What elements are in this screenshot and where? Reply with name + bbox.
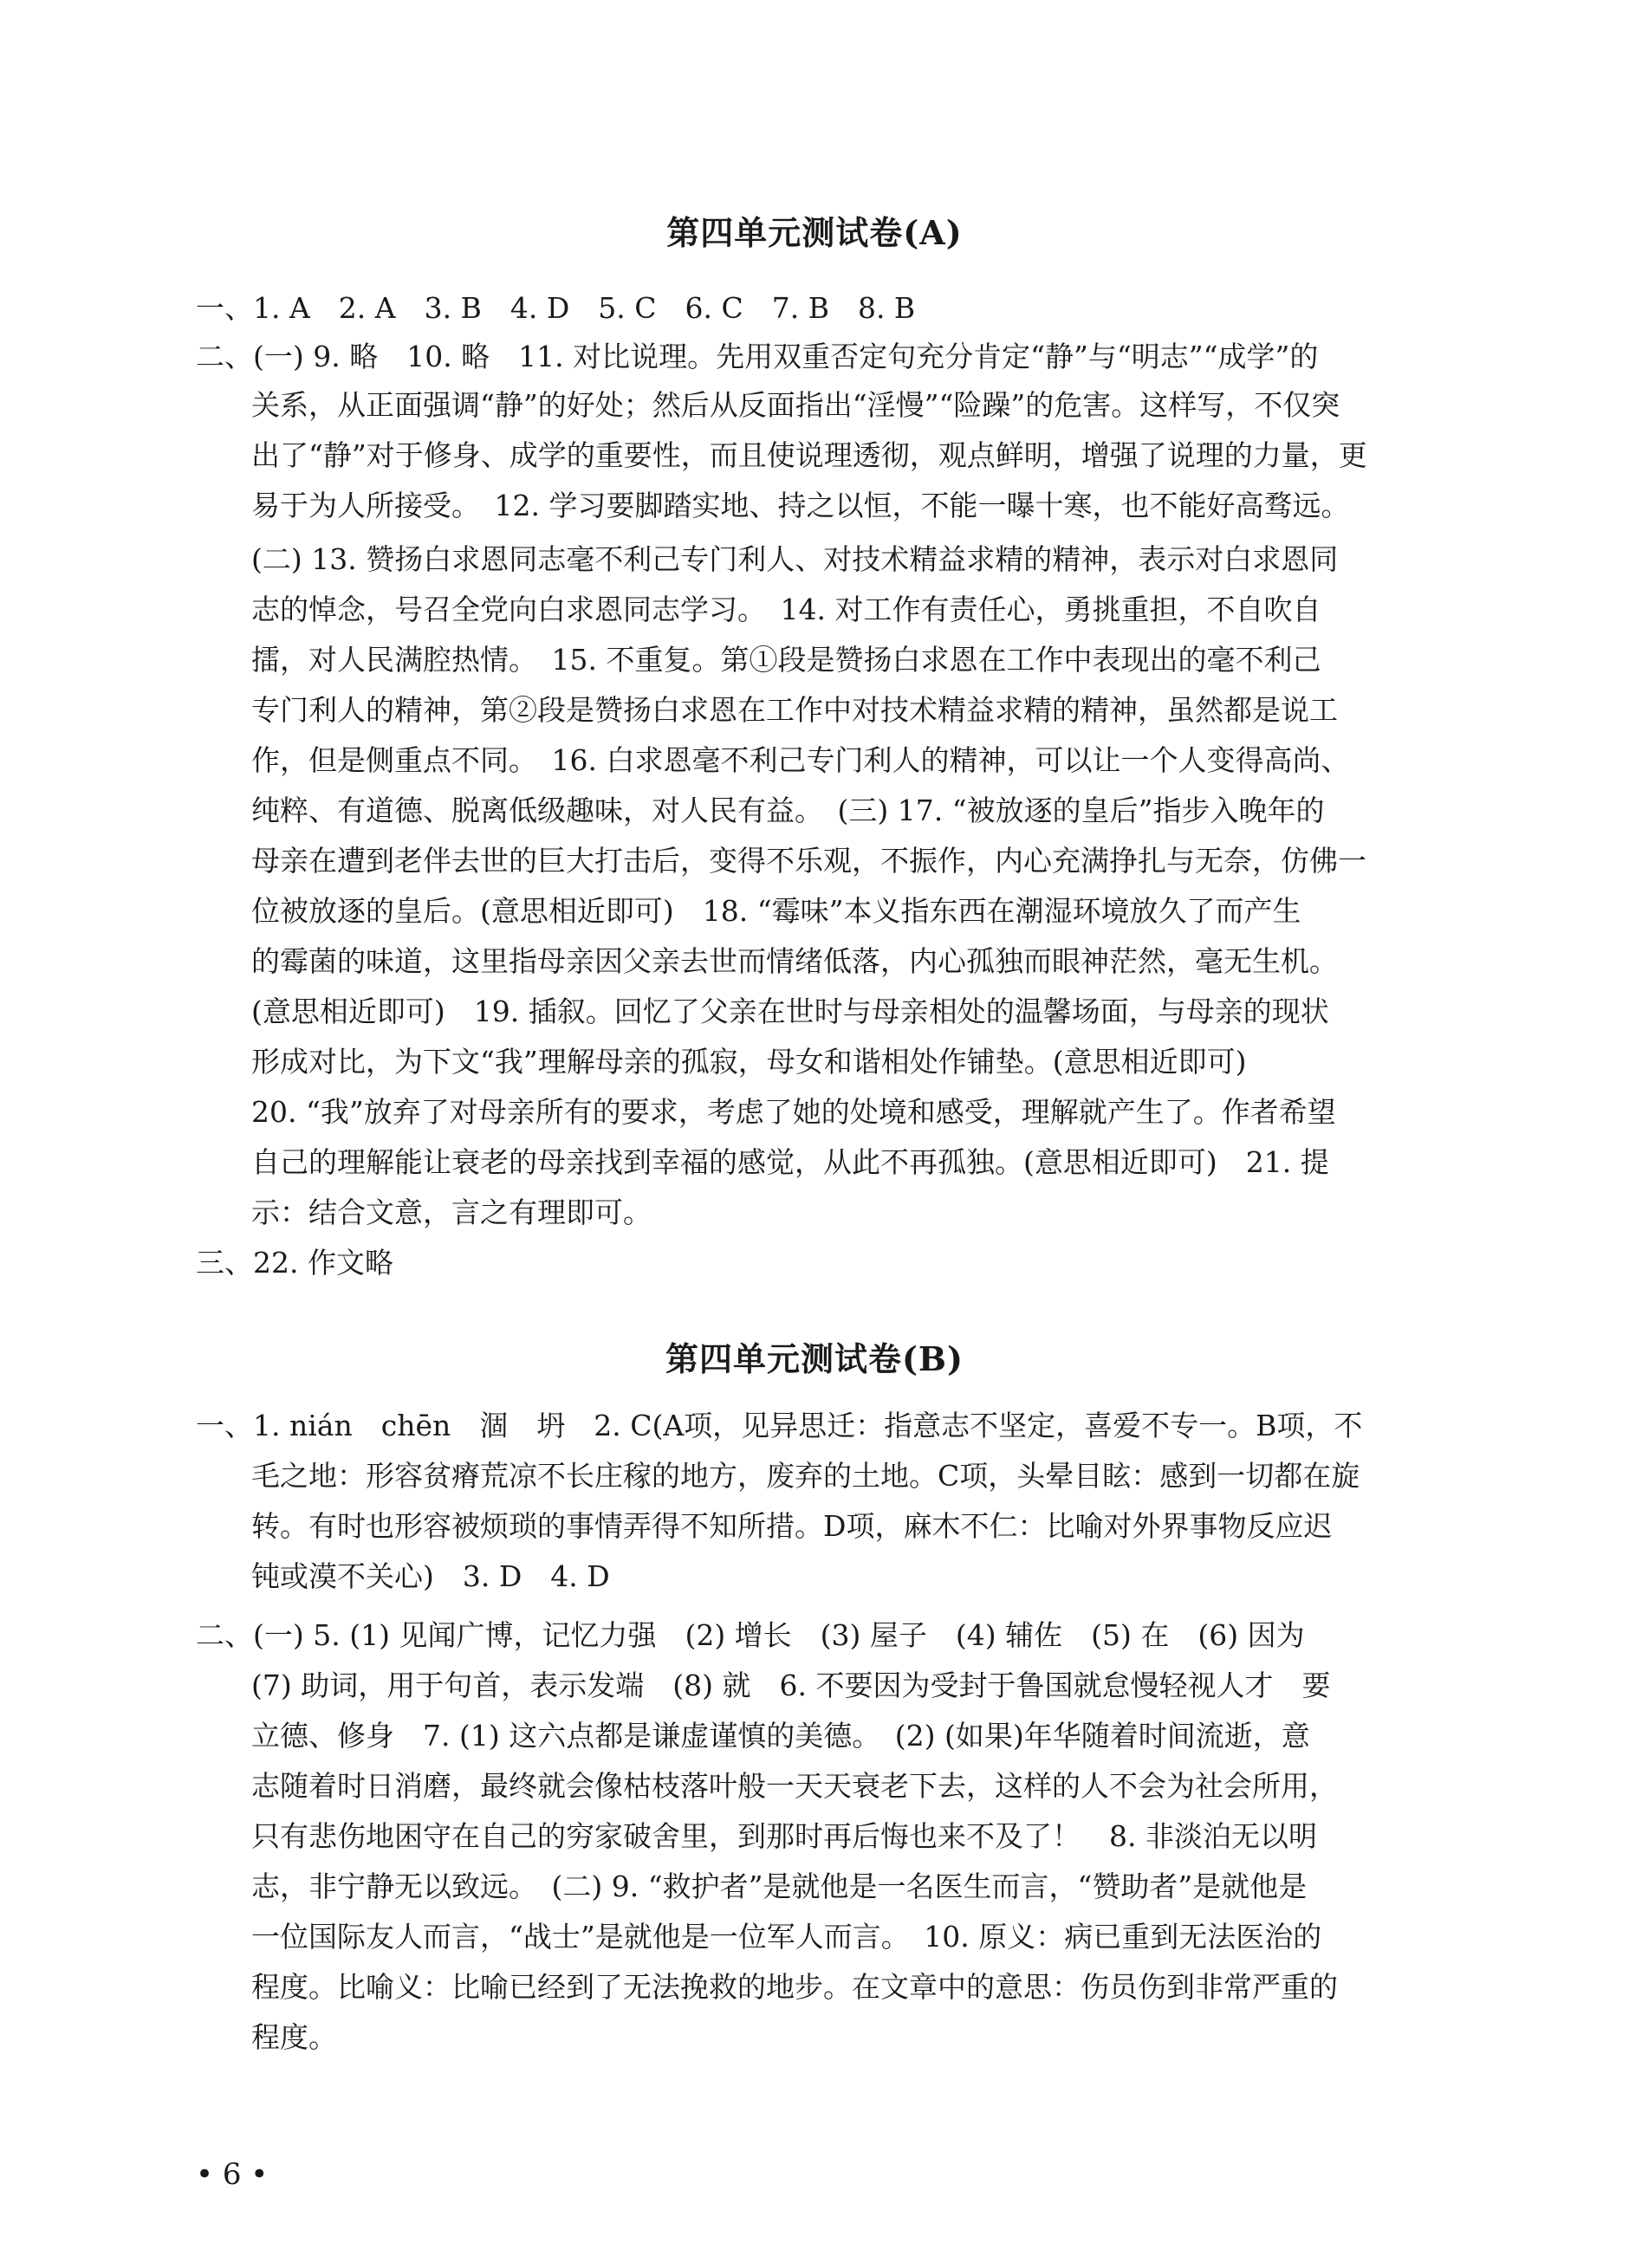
answer-line: 易于为人所接受。 12. 学习要脚踏实地、持之以恒，不能一曝十寒，也不能好高骛远。 <box>251 489 1350 522</box>
answer-line: 20. “我”放弃了对母亲所有的要求，考虑了她的处境和感受，理解就产生了。作者希望 <box>251 1095 1336 1129</box>
answer-line: 毛之地：形容贫瘠荒凉不长庄稼的地方，废弃的土地。C项，头晕目眩：感到一切都在旋 <box>251 1459 1360 1493</box>
answer-line: 二、(一) 9. 略 10. 略 11. 对比说理。先用双重否定句充分肯定“静”与“明志”“成学”的 <box>196 340 1319 373</box>
answer-line: 程度。比喻义：比喻已经到了无法挽救的地步。在文章中的意思：伤员伤到非常严重的 <box>251 1970 1338 2004</box>
answer-line: 作，但是侧重点不同。 16. 白求恩毫不利己专门利人的精神，可以让一个人变得高尚、 <box>251 743 1350 777</box>
answer-line: 擂，对人民满腔热情。 15. 不重复。第①段是赞扬白求恩在工作中表现出的毫不利己 <box>251 643 1321 677</box>
answer-line: 三、22. 作文略 <box>196 1246 393 1280</box>
answer-line: 二、(一) 5. (1) 见闻广博，记忆力强 (2) 增长 (3) 屋子 (4) 辅佐 (5) 在 (6) 因为 <box>196 1618 1305 1652</box>
answer-line: 只有悲伤地困守在自己的穷家破舍里，到那时再后悔也来不及了！ 8. 非淡泊无以明 <box>251 1819 1317 1853</box>
answer-line: 一位国际友人而言，“战士”是就他是一位军人而言。 10. 原义：病已重到无法医治的 <box>251 1920 1322 1954</box>
answer-line: 母亲在遭到老伴去世的巨大打击后，变得不乐观，不振作，内心充满挣扎与无奈，仿佛一 <box>251 844 1366 878</box>
answer-line: 示：结合文意，言之有理即可。 <box>251 1196 652 1229</box>
answer-line: 钝或漠不关心) 3. D 4. D <box>251 1559 610 1593</box>
answer-line: 立德、修身 7. (1) 这六点都是谦虚谨慎的美德。 (2) (如果)年华随着时间流逝，意 <box>251 1719 1310 1753</box>
answer-line: 形成对比，为下文“我”理解母亲的孤寂，母女和谐相处作铺垫。(意思相近即可) <box>251 1045 1247 1079</box>
answer-line: 志，非宁静无以致远。 (二) 9. “救护者”是就他是一名医生而言，“赞助者”是就他是 <box>251 1869 1308 1903</box>
answer-line: 自己的理解能让衰老的母亲找到幸福的感觉，从此不再孤独。(意思相近即可) 21. 提 <box>251 1145 1329 1179</box>
answer-line: 出了“静”对于修身、成学的重要性，而且使说理透彻，观点鲜明，增强了说理的力量，更 <box>251 438 1367 472</box>
answer-line: 位被放逐的皇后。(意思相近即可) 18. “霉味”本义指东西在潮湿环境放久了而产生 <box>251 894 1301 928</box>
answer-line: 的霉菌的味道，这里指母亲因父亲去世而情绪低落，内心孤独而眼神茫然，毫无生机。 <box>251 944 1338 978</box>
answer-line: 转。有时也形容被烦琐的事情弄得不知所措。D项，麻木不仁：比喻对外界事物反应迟 <box>251 1509 1333 1543</box>
section-a-title: 第四单元测试卷(A) <box>666 213 963 252</box>
section-b-title: 第四单元测试卷(B) <box>665 1339 964 1378</box>
answer-line: (意思相近即可) 19. 插叙。回忆了父亲在世时与母亲相处的温馨场面，与母亲的现状 <box>251 995 1329 1028</box>
answer-line: 关系，从正面强调“静”的好处；然后从反面指出“淫慢”“险躁”的危害。这样写，不仅突 <box>251 388 1340 422</box>
page-number: • 6 • <box>196 2157 269 2192</box>
answer-line: (二) 13. 赞扬白求恩同志毫不利己专门利人、对技术精益求精的精神，表示对白求恩同 <box>251 542 1339 576</box>
answer-line: 专门利人的精神，第②段是赞扬白求恩在工作中对技术精益求精的精神，虽然都是说工 <box>251 693 1338 727</box>
answer-line: 志的悼念，号召全党向白求恩同志学习。 14. 对工作有责任心，勇挑重担，不自吹自 <box>251 593 1321 626</box>
answer-line: 志随着时日消磨，最终就会像枯枝落叶般一天天衰老下去，这样的人不会为社会所用， <box>251 1769 1338 1803</box>
answer-line: 程度。 <box>251 2020 337 2054</box>
answer-line: 纯粹、有道德、脱离低级趣味，对人民有益。 (三) 17. “被放逐的皇后”指步入晚年的 <box>251 794 1325 827</box>
answer-line: 一、1. A 2. A 3. B 4. D 5. C 6. C 7. B 8. B <box>196 291 916 325</box>
answer-line: 一、1. nián chēn 涸 坍 2. C(A项，见异思迁：指意志不坚定，喜爱不专一。B项，不 <box>196 1409 1363 1442</box>
answer-line: (7) 助词，用于句首，表示发端 (8) 就 6. 不要因为受封于鲁国就怠慢轻视人才 要 <box>251 1669 1331 1702</box>
